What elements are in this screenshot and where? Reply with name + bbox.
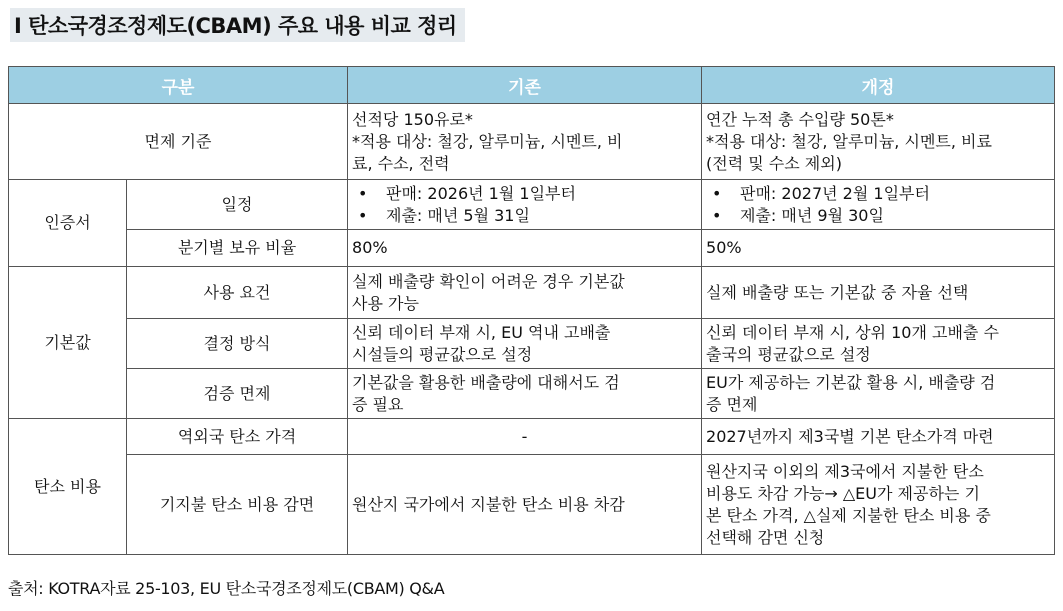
cell-schedule-revised [702, 180, 1055, 230]
page-title: I 탄소국경조정제도(CBAM) 주요 내용 비교 정리 [14, 14, 457, 38]
title-banner [10, 8, 465, 42]
table-row [9, 369, 1055, 419]
group-label-carbon-cost: 탄소 비용 [9, 419, 127, 555]
cell-line: 선택해 감면 신청 [706, 527, 825, 547]
bullet-icon: • [712, 183, 722, 203]
cell-usage-existing [348, 267, 702, 319]
cell-line: 출국의 평균값으로 설정 [706, 344, 871, 364]
table-row [9, 319, 1055, 369]
bullet-item [706, 183, 1050, 205]
table-row [9, 455, 1055, 555]
bullet-item [352, 183, 697, 205]
row-label-foreign-price: 역외국 탄소 가격 [127, 419, 348, 455]
group-label-certificate: 인증서 [9, 180, 127, 267]
cell-line: EU가 제공하는 기본값 활용 시, 배출량 검 [706, 372, 996, 392]
bullet-item [352, 205, 697, 227]
bullet-text: 제출: 매년 9월 30일 [740, 205, 884, 225]
header-revised: 개정 [702, 67, 1055, 104]
cell-line: 신뢰 데이터 부재 시, EU 역내 고배출 [352, 322, 611, 342]
cell-schedule-existing [348, 180, 702, 230]
cell-line: 신뢰 데이터 부재 시, 상위 10개 고배출 수 [706, 322, 999, 342]
bullet-icon: • [712, 205, 722, 225]
cell-line: 시설들의 평균값으로 설정 [352, 344, 533, 364]
comparison-table [8, 66, 1055, 555]
cell-quarterly-revised: 50% [702, 230, 1055, 267]
row-label-deduction: 기지불 탄소 비용 감면 [127, 455, 348, 555]
cell-verification-existing [348, 369, 702, 419]
cell-line: 연간 누적 총 수입량 50톤* [706, 109, 894, 129]
row-label-exemption: 면제 기준 [9, 104, 348, 180]
row-label-schedule: 일정 [127, 180, 348, 230]
cell-line: *적용 대상: 철강, 알루미늄, 시멘트, 비료 [706, 131, 992, 151]
header-row [9, 67, 1055, 104]
header-category: 구분 [9, 67, 348, 104]
table-row [9, 180, 1055, 230]
cell-line: 선적당 150유로* [352, 109, 473, 129]
cell-line: 비용도 차감 가능→ △EU가 제공하는 기 [706, 483, 980, 503]
bullet-item [706, 205, 1050, 227]
row-label-verification: 검증 면제 [127, 369, 348, 419]
table-row [9, 267, 1055, 319]
cell-line: (전력 및 수소 제외) [706, 153, 842, 173]
table-row [9, 230, 1055, 267]
row-label-usage: 사용 요건 [127, 267, 348, 319]
cell-line: 본 탄소 가격, △실제 지불한 탄소 비용 중 [706, 505, 991, 525]
cell-quarterly-existing: 80% [348, 230, 702, 267]
cell-line: 료, 수소, 전력 [352, 153, 450, 173]
cell-usage-revised: 실제 배출량 또는 기본값 중 자율 선택 [702, 267, 1055, 319]
cell-line: 증 면제 [706, 394, 758, 414]
bullet-text: 판매: 2026년 1월 1일부터 [386, 183, 576, 203]
group-label-default-value: 기본값 [9, 267, 127, 419]
cell-exemption-existing [348, 104, 702, 180]
cell-deduction-existing: 원산지 국가에서 지불한 탄소 비용 차감 [348, 455, 702, 555]
cell-line: *적용 대상: 철강, 알루미늄, 시멘트, 비 [352, 131, 623, 151]
cell-line: 실제 배출량 확인이 어려운 경우 기본값 [352, 271, 625, 291]
bullet-text: 제출: 매년 5월 31일 [386, 205, 530, 225]
bullet-text: 판매: 2027년 2월 1일부터 [740, 183, 930, 203]
header-existing: 기존 [348, 67, 702, 104]
row-label-method: 결정 방식 [127, 319, 348, 369]
cell-foreign-price-existing: - [348, 419, 702, 455]
table-row [9, 104, 1055, 180]
cell-line: 기본값을 활용한 배출량에 대해서도 검 [352, 372, 620, 392]
row-label-quarterly: 분기별 보유 비율 [127, 230, 348, 267]
cell-verification-revised [702, 369, 1055, 419]
cell-foreign-price-revised: 2027년까지 제3국별 기본 탄소가격 마련 [702, 419, 1055, 455]
cell-exemption-revised [702, 104, 1055, 180]
cell-line: 증 필요 [352, 394, 404, 414]
cell-method-revised [702, 319, 1055, 369]
bullet-icon: • [358, 205, 368, 225]
cell-line: 사용 가능 [352, 293, 419, 313]
cell-line: 원산지국 이외의 제3국에서 지불한 탄소 [706, 461, 984, 481]
cell-deduction-revised [702, 455, 1055, 555]
table-row [9, 419, 1055, 455]
source-note: 출처: KOTRA자료 25-103, EU 탄소국경조정제도(CBAM) Q&A [8, 579, 445, 598]
bullet-icon: • [358, 183, 368, 203]
cell-method-existing [348, 319, 702, 369]
